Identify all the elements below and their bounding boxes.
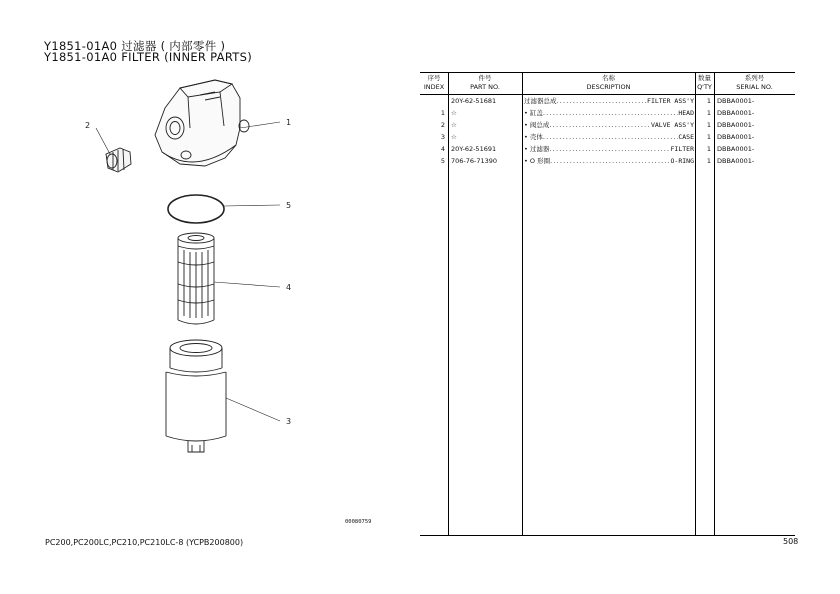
row-qty: 1 — [706, 133, 711, 141]
header-description: 名称 DESCRIPTION — [586, 74, 631, 91]
row-part-no: ☆ — [451, 121, 457, 129]
row-description: • O 形圈 ..... O-RING — [524, 155, 694, 167]
exploded-parts-diagram — [0, 0, 420, 540]
page-title-english: Y1851-01A0 FILTER (INNER PARTS) — [44, 50, 253, 64]
parts-table — [420, 72, 795, 535]
filter-case-drawing — [166, 340, 226, 452]
table-row — [420, 143, 795, 155]
table-row — [420, 155, 795, 167]
header-index: 序号 INDEX — [423, 74, 445, 91]
table-row — [420, 95, 795, 107]
drawing-number: 00080759 — [345, 519, 372, 525]
o-ring-drawing — [168, 195, 224, 223]
row-qty: 1 — [706, 157, 711, 165]
row-qty: 1 — [706, 109, 711, 117]
filter-element-drawing — [178, 233, 214, 324]
row-serial: DBBA0001- — [717, 97, 755, 105]
row-part-no: ☆ — [451, 109, 457, 117]
row-part-no: 20Y-62-51681 — [451, 97, 497, 105]
page-number: 508 — [783, 537, 799, 546]
table-row — [420, 119, 795, 131]
row-serial: DBBA0001- — [717, 121, 755, 129]
row-qty: 1 — [706, 145, 711, 153]
row-description: 过滤器总成 ..... FILTER ASS'Y — [524, 95, 694, 107]
row-serial: DBBA0001- — [717, 109, 755, 117]
row-index: 3 — [440, 133, 445, 141]
header-part-no: 件号 PART NO. — [470, 74, 500, 91]
table-row — [420, 131, 795, 143]
row-index: 4 — [440, 145, 445, 153]
row-index: 5 — [440, 157, 445, 165]
callout-4: 4 — [286, 283, 292, 292]
row-part-no: ☆ — [451, 133, 457, 141]
header-qty: 数量 Q'TY — [697, 74, 712, 91]
row-description: • 阀总成 ..... VALVE ASS'Y — [524, 119, 694, 131]
row-index: 1 — [440, 109, 445, 117]
row-serial: DBBA0001- — [717, 145, 755, 153]
callout-5: 5 — [286, 201, 292, 210]
row-part-no: 20Y-62-51691 — [451, 145, 497, 153]
row-qty: 1 — [706, 121, 711, 129]
row-serial: DBBA0001- — [717, 157, 755, 165]
table-row — [420, 107, 795, 119]
row-description: • 缸盖 ..... HEAD — [524, 107, 694, 119]
callout-1: 1 — [286, 118, 292, 127]
filter-head-drawing — [155, 80, 249, 166]
footer-divider — [420, 535, 795, 536]
row-description: • 过滤器 ..... FILTER — [524, 143, 694, 155]
row-serial: DBBA0001- — [717, 133, 755, 141]
valve-assembly-drawing — [106, 148, 131, 172]
callout-3: 3 — [286, 417, 292, 426]
row-description: • 壳体 ..... CASE — [524, 131, 694, 143]
row-part-no: 706-76-71390 — [451, 157, 498, 165]
row-qty: 1 — [706, 97, 711, 105]
row-index — [420, 95, 445, 107]
header-serial: 系列号 SERIAL NO. — [736, 74, 773, 91]
callout-2: 2 — [85, 121, 91, 130]
footer-model-list: PC200,PC200LC,PC210,PC210LC-8 (YCPB200800) — [45, 538, 244, 547]
row-index: 2 — [440, 121, 445, 129]
page-title: Y1851-01A0 过滤器 ( 内部零件 ) — [44, 39, 226, 53]
